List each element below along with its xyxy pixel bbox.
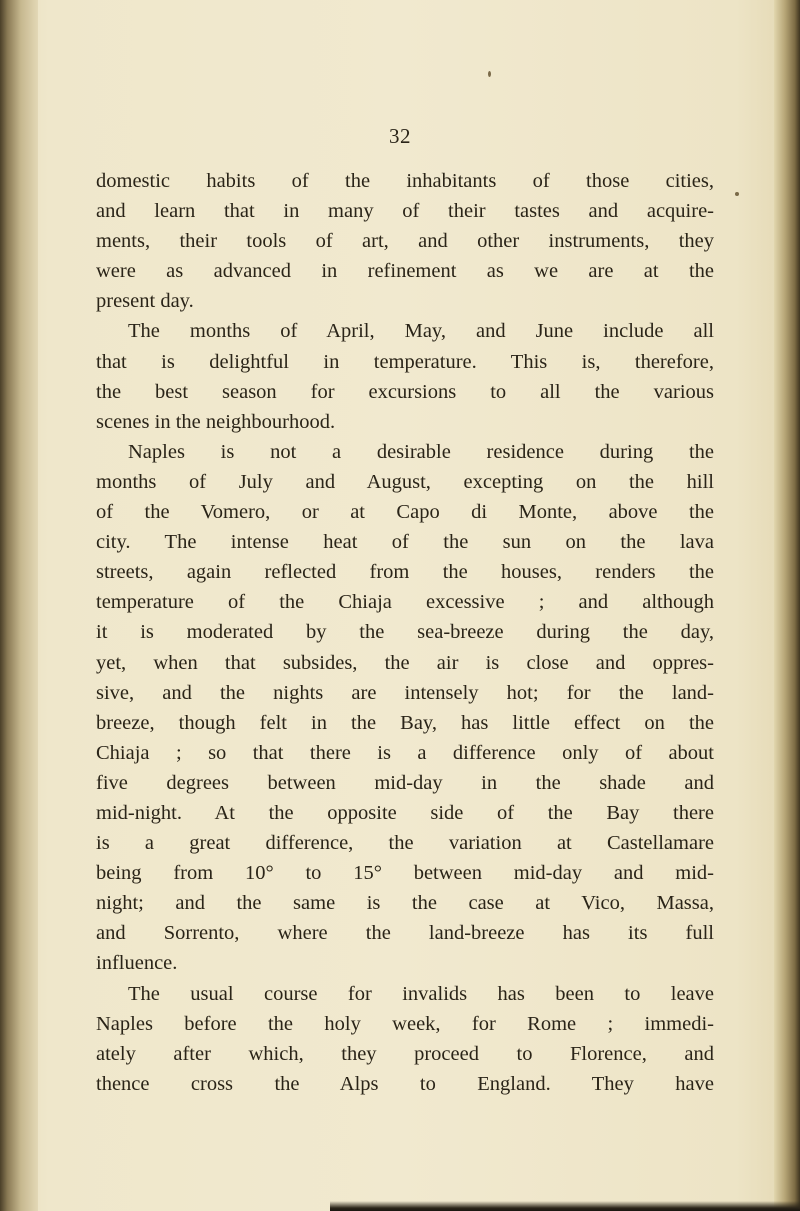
text-line: mid-night. At the opposite side of the Bay there bbox=[96, 801, 714, 824]
text-line: sive, and the nights are intensely hot; for the land- bbox=[96, 681, 714, 704]
text-line: being from 10° to 15° between mid-day and mid- bbox=[96, 862, 714, 885]
text-line: streets, again reflected from the houses, renders the bbox=[96, 561, 714, 584]
text-line: months of July and August, excepting on the hill bbox=[96, 470, 714, 493]
text-line: that is delightful in temperature. This is, therefore, bbox=[96, 350, 714, 373]
page-edge-bottom bbox=[330, 1201, 800, 1211]
paper-speck bbox=[488, 71, 491, 77]
text-line: and learn that in many of their tastes and acquire- bbox=[96, 200, 714, 223]
text-line: ments, their tools of art, and other instruments, they bbox=[96, 230, 714, 253]
text-line: The months of April, May, and June include all bbox=[128, 320, 714, 343]
page-edge-right bbox=[774, 0, 800, 1211]
text-line: ately after which, they proceed to Florence, and bbox=[96, 1042, 714, 1065]
text-line: influence. bbox=[96, 952, 178, 975]
text-line: five degrees between mid-day in the shade and bbox=[96, 771, 714, 794]
text-line: were as advanced in refinement as we are at the bbox=[96, 260, 714, 283]
text-line: present day. bbox=[96, 290, 194, 313]
text-line: temperature of the Chiaja excessive ; and although bbox=[96, 591, 714, 614]
text-line: The usual course for invalids has been to leave bbox=[128, 982, 714, 1005]
text-line: and Sorrento, where the land-breeze has its full bbox=[96, 922, 714, 945]
text-line: Chiaja ; so that there is a difference only of about bbox=[96, 741, 714, 764]
text-line: it is moderated by the sea-breeze during the day, bbox=[96, 621, 714, 644]
page-number: 32 bbox=[389, 124, 411, 148]
text-line: the best season for excursions to all the various bbox=[96, 380, 714, 403]
text-line: domestic habits of the inhabitants of those cities, bbox=[96, 170, 714, 192]
text-line: Naples is not a desirable residence during the bbox=[128, 440, 714, 463]
text-line: breeze, though felt in the Bay, has little effect on the bbox=[96, 711, 714, 734]
text-line: Naples before the holy week, for Rome ; immedi- bbox=[96, 1012, 714, 1035]
text-line: of the Vomero, or at Capo di Monte, above the bbox=[96, 501, 714, 524]
text-line: thence cross the Alps to England. They have bbox=[96, 1072, 714, 1095]
page-binding-left bbox=[0, 0, 38, 1211]
paper-speck bbox=[735, 192, 739, 196]
text-line: is a great difference, the variation at Castellamare bbox=[96, 832, 714, 855]
text-line: city. The intense heat of the sun on the lava bbox=[96, 531, 714, 554]
body-text bbox=[96, 166, 714, 1099]
text-line: yet, when that subsides, the air is close and oppres- bbox=[96, 651, 714, 674]
text-line: scenes in the neighbourhood. bbox=[96, 410, 336, 433]
text-line: night; and the same is the case at Vico, Massa, bbox=[96, 892, 714, 915]
